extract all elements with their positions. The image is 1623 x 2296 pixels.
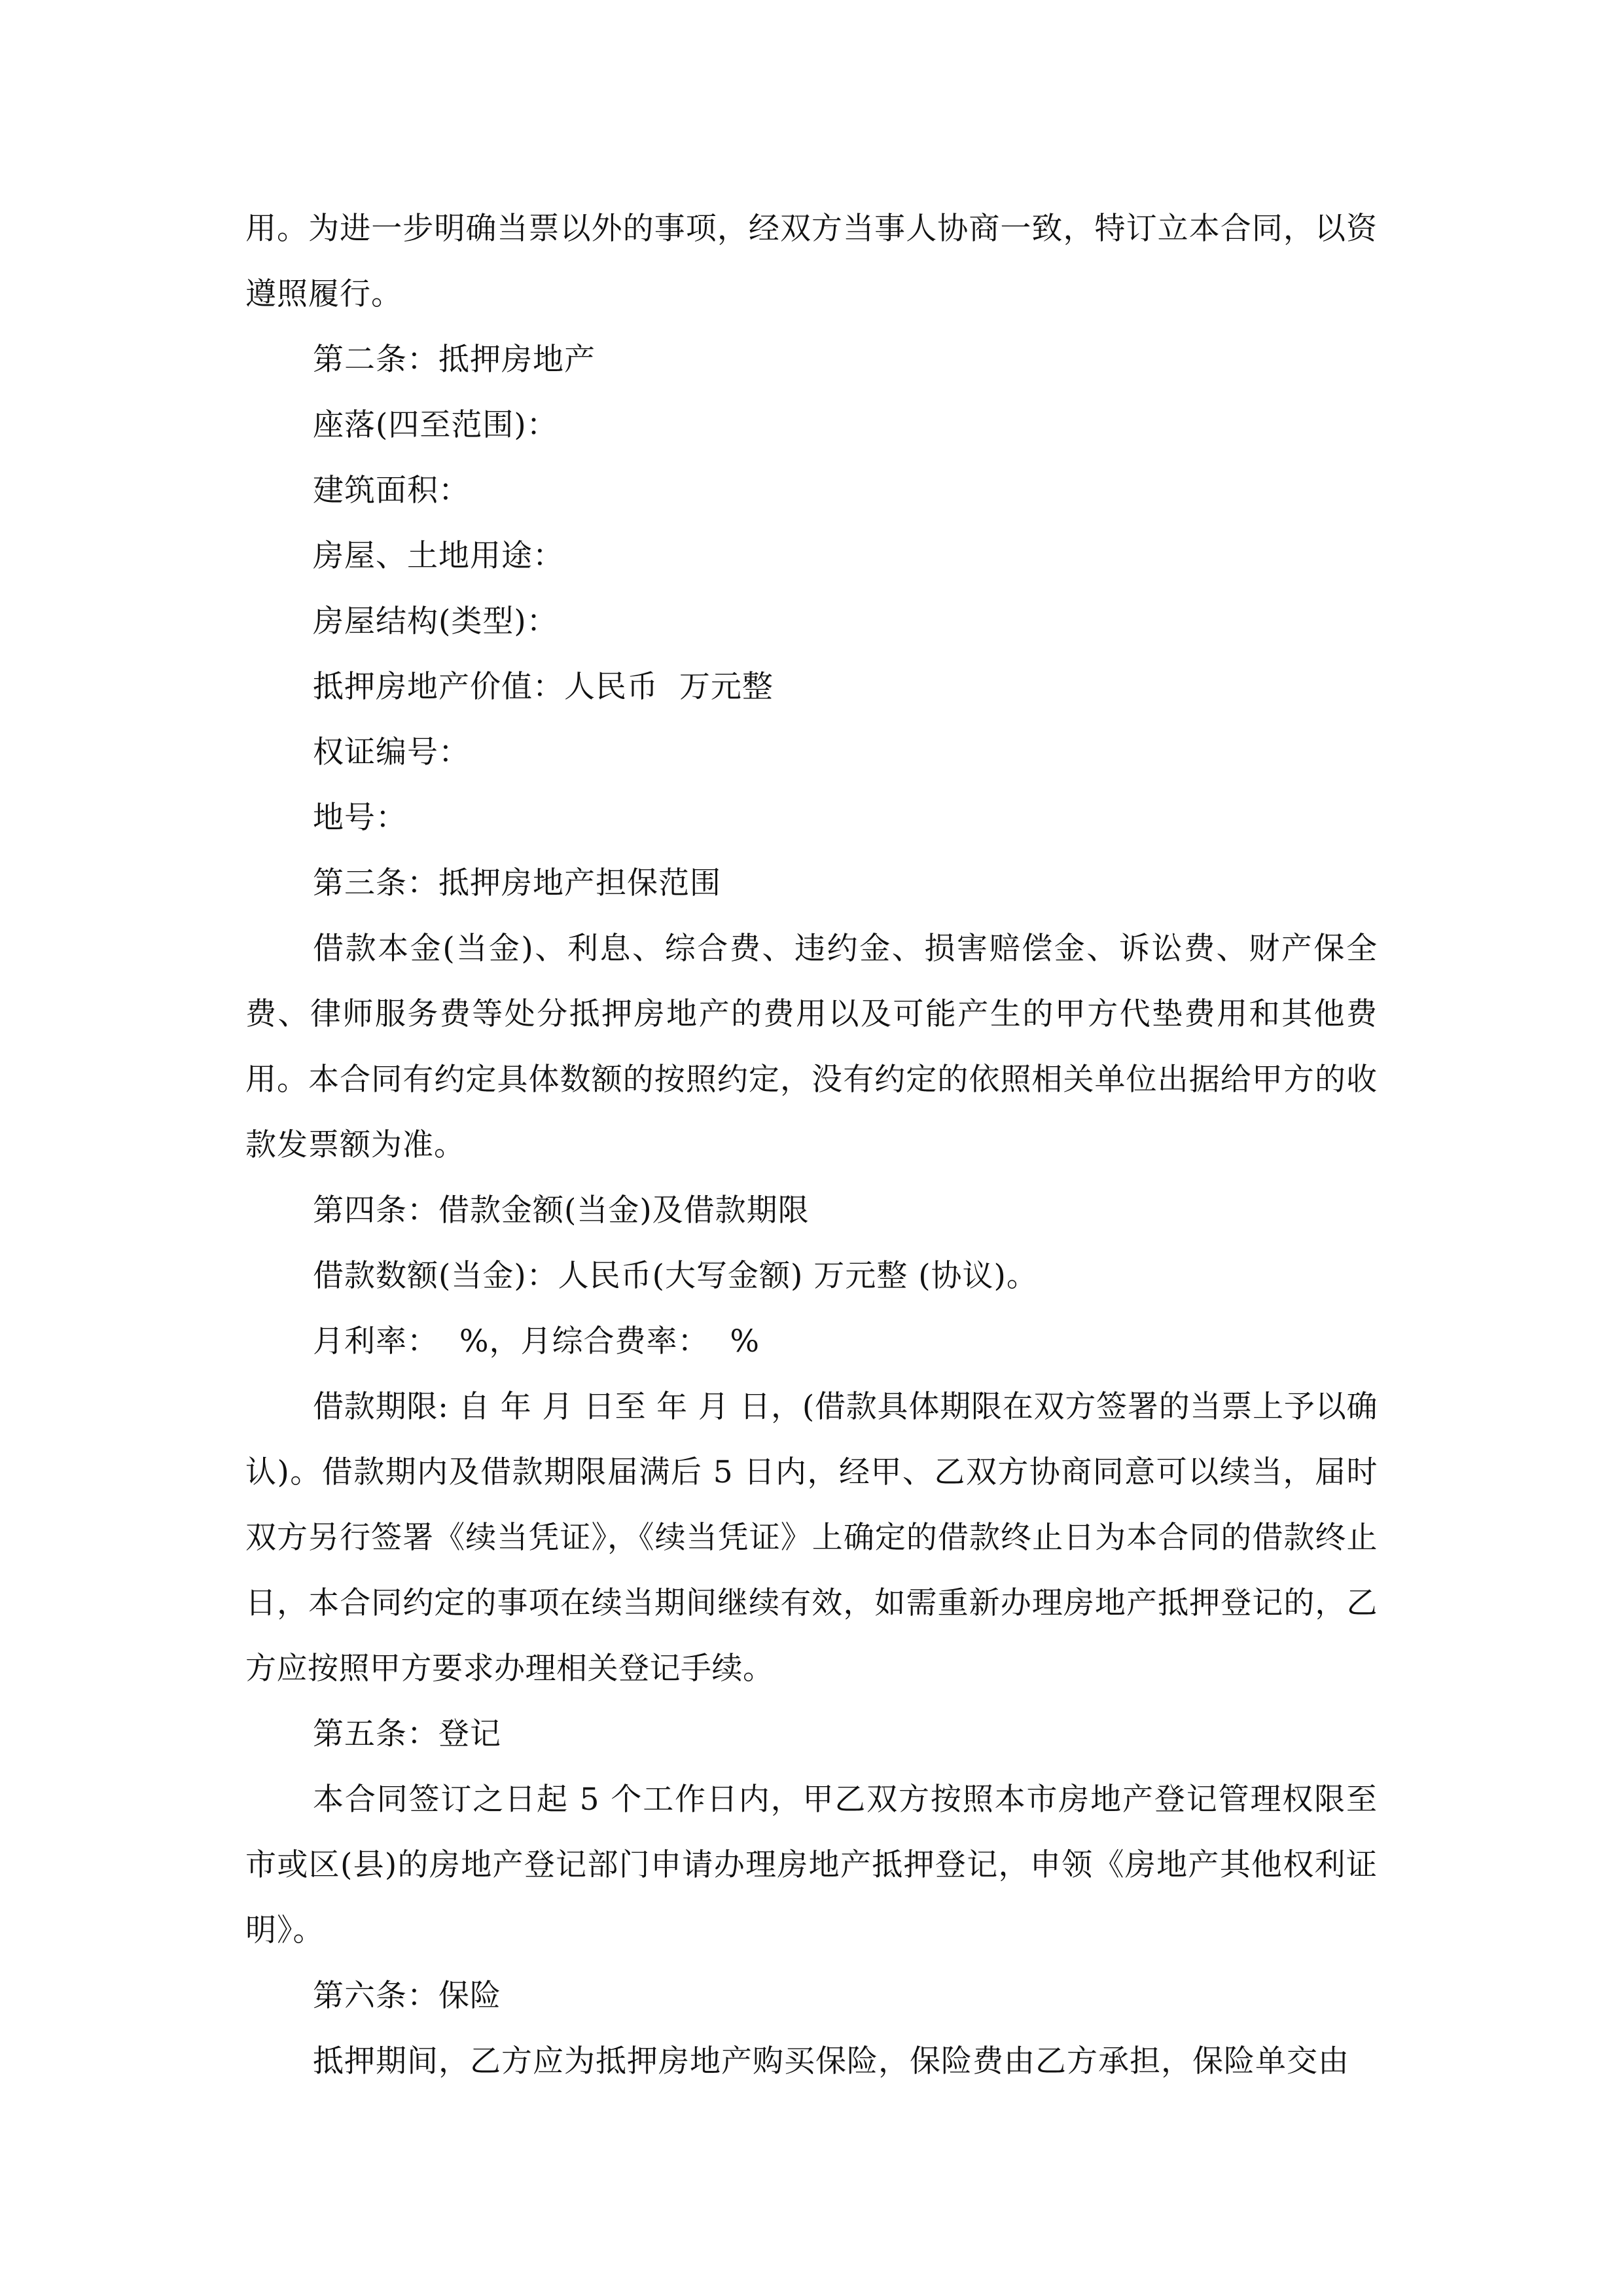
paragraph: 本合同签订之日起 5 个工作日内，甲乙双方按照本市房地产登记管理权限至市或区(县)的房地产登记部门申请办理房地产抵押登记，申领《房地产其他权利证明》。 xyxy=(245,1782,1378,1948)
section-heading: 第六条：保险 xyxy=(313,1978,501,2014)
field-line: 地号： xyxy=(313,800,407,836)
field-line: 权证编号： xyxy=(313,734,470,770)
field-line: 座落(四至范围)： xyxy=(313,407,558,443)
paragraph: 用。为进一步明确当票以外的事项，经双方当事人协商一致，特订立本合同，以资遵照履行。 xyxy=(245,211,1378,312)
section-heading: 第三条：抵押房地产担保范围 xyxy=(313,865,721,901)
field-line: 借款数额(当金)：人民币(大写金额) 万元整 (协议)。 xyxy=(313,1258,1038,1294)
field-line: 房屋、土地用途： xyxy=(313,538,564,574)
paragraph: 借款期限: 自 年 月 日至 年 月 日，(借款具体期限在双方签署的当票上予以确认)。借款期内及借款期限届满后 5 日内，经甲、乙双方协商同意可以续当，届时双方另行签署《续当凭证》，《续当凭证》上确定的借款终止日为本合同的借款终止日，本合同约定的事项在续当期间继续有效，如需重新办理房地产抵押登记的，乙方应按照甲方要求办理相关登记手续。 xyxy=(245,1389,1378,1687)
field-line: 建筑面积： xyxy=(313,473,470,509)
section-heading: 第二条：抵押房地产 xyxy=(313,342,596,378)
section-heading: 第五条：登记 xyxy=(313,1716,501,1752)
paragraph: 抵押期间，乙方应为抵押房地产购买保险，保险费由乙方承担，保险单交由 xyxy=(313,2043,1349,2079)
document-page xyxy=(245,196,1378,2094)
field-line: 抵押房地产价值：人民币 万元整 xyxy=(313,669,774,705)
field-line: 房屋结构(类型)： xyxy=(313,603,558,639)
paragraph: 借款本金(当金)、利息、综合费、违约金、损害赔偿金、诉讼费、财产保全费、律师服务费等处分抵押房地产的费用以及可能产生的甲方代垫费用和其他费用。本合同有约定具体数额的按照约定，没有约定的依照相关单位出据给甲方的收款发票额为准。 xyxy=(245,931,1378,1163)
field-line: 月利率： %，月综合费率： % xyxy=(313,1323,760,1359)
section-heading: 第四条：借款金额(当金)及借款期限 xyxy=(313,1193,810,1229)
